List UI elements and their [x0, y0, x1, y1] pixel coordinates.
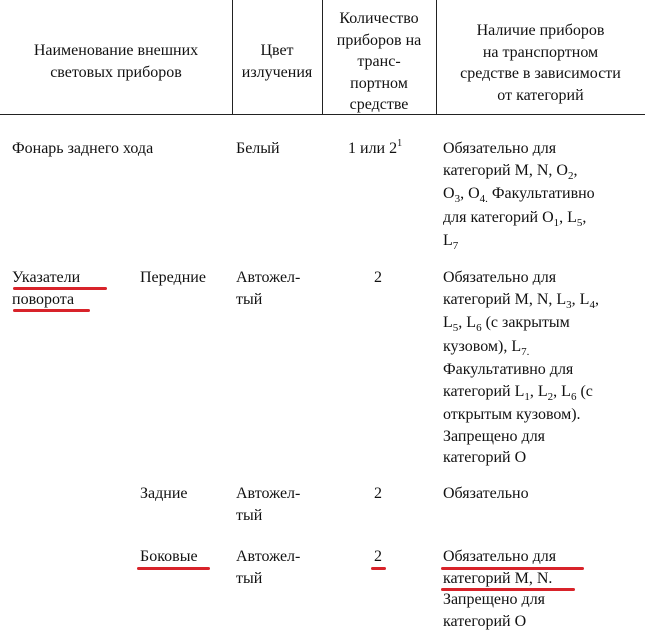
row-rear-indicators-count: 2	[374, 485, 382, 502]
row-rear-indicators-color: Автожел- тый	[236, 485, 301, 524]
requirement-line: $O_3$, $O_{4.}$ Факультативно	[443, 185, 595, 205]
requirement-line: $L_5$, $L_6$ (с закрытым	[443, 314, 570, 334]
row-side-indicators-subtype: Боковые	[140, 548, 198, 565]
row-front-indicators-count: 2	[374, 269, 382, 286]
requirement-line: Запрещено для	[443, 427, 546, 445]
subscript: 1	[553, 216, 560, 229]
requirement-line: Запрещено для	[443, 591, 546, 608]
requirement-line: категорий O	[443, 612, 527, 630]
subscript: 7	[452, 240, 459, 252]
requirement-line: Обязательно для	[443, 548, 557, 565]
row-reverse-lamp-requirement	[443, 138, 595, 254]
subscript: 5	[452, 322, 459, 334]
requirement-line: категорий M, N, $O_2$,	[443, 161, 578, 182]
requirement-line: Обязательно	[443, 485, 529, 502]
requirement-line: $L_7$	[443, 232, 459, 252]
row-side-indicators-color: Автожел- тый	[236, 548, 301, 587]
requirement-line: для категорий $O_1$, $L_5$,	[443, 208, 587, 229]
requirement-line: открытым кузовом).	[443, 406, 581, 423]
red-underline-annotation	[441, 588, 575, 591]
header-requirement-by-category: Наличие приборов на транспортном средстве в зависимости от категорий	[460, 22, 621, 104]
row-side-indicators-count: 2	[374, 548, 382, 565]
header-light-name: Наименование внешних световых приборов	[33, 42, 199, 81]
red-underline-annotation	[371, 567, 386, 570]
red-underline-annotation	[13, 287, 107, 290]
row-reverse-lamp-color: Белый	[236, 140, 280, 157]
subscript: 5	[576, 216, 583, 229]
subscript: 6	[570, 390, 577, 403]
requirement-line: категорий M, N, $L_3$, $L_4$,	[443, 290, 599, 311]
subscript: 3	[454, 193, 461, 205]
red-underline-annotation	[13, 309, 90, 312]
requirement-line: Обязательно для	[443, 140, 557, 157]
subscript: 2	[547, 390, 554, 403]
row-front-indicators-subtype: Передние	[140, 269, 206, 286]
row-reverse-lamp-name: Фонарь заднего хода	[12, 140, 154, 157]
subscript: 4	[589, 298, 595, 311]
subscript: 2	[567, 169, 574, 182]
row-rear-indicators-subtype: Задние	[140, 485, 188, 502]
row-reverse-lamp-count: 1 или $2^1$	[348, 138, 403, 157]
red-underline-annotation	[441, 567, 584, 570]
subscript: 7.	[521, 345, 530, 358]
requirement-line: категорий M, N.	[443, 569, 553, 587]
subscript: 3	[566, 298, 572, 311]
row-front-indicators-requirement	[443, 267, 599, 469]
header-device-count: Количество приборов на транс- портном средстве	[336, 10, 422, 113]
subscript: 6	[476, 322, 482, 334]
row-rear-indicators-requirement	[443, 483, 529, 505]
requirement-line: Факультативно для	[443, 361, 574, 378]
red-underline-annotation	[137, 567, 210, 570]
requirement-line: Обязательно для	[443, 269, 557, 286]
requirement-line: кузовом), $L_{7.}$	[443, 337, 530, 358]
requirement-line: категорий $L_1$, $L_2$, $L_6$ (с	[443, 382, 593, 403]
row-turn-indicators-name: Указатели поворота	[12, 269, 81, 308]
subscript: 4.	[479, 193, 488, 205]
subscript: 1	[524, 390, 530, 403]
header-emission-color: Цвет излучения	[241, 42, 313, 81]
row-front-indicators-color: Автожел- тый	[236, 269, 301, 308]
requirement-line: категорий O	[443, 449, 527, 466]
